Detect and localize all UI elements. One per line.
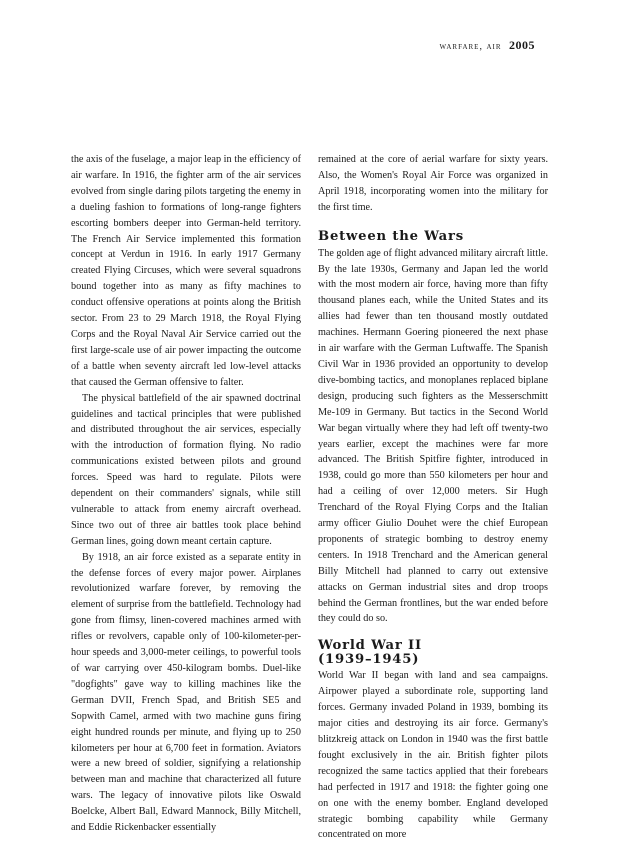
section-heading-between-the-wars: Between the Wars (318, 228, 464, 244)
running-head (440, 38, 535, 53)
body-paragraph: the axis of the fuselage, a major leap in the efficiency of air warfare. In 1916, the fighter arm of the air services evolved from single daring pilots targeting the enemy in a dueling fashion to formations of long-range fighters escorting bombers deeper into German-held territory. The French Air Service implemented this formation concept at Verdun in 1916. In early 1917 Germany created Flying Circuses, which were several squadrons bound together into as many as fifty machines to conduct offensive operations at points along the British sector. From 23 to 29 March 1918, the Royal Flying Corps and the Royal Naval Air Service carried out the first large-scale use of air power impacting the outcome of a battle when seventy aircraft led low-level attacks that caused the German offensive to falter. (71, 154, 301, 388)
left-column (71, 152, 301, 836)
body-paragraph: By 1918, an air force existed as a separate entity in the defense forces of every major power. Airplanes revolutionized warfare forever, by removing the element of surprise from the battlefield. Technology had gone from flimsy, linen-covered machines armed with rifles or revolvers, capable only of 100-kilometer-per-hour speeds and 3,000-meter ceilings, to powerful tools of war carrying over 450-kilogram bombs. Duel-like "dogfights" gave way to killing machines like the German DVII, French Spad, and British SE5 and Sopwith Camel, armed with two machine guns firing eight hundred rounds per minute, and flying up to 250 kilometers per hour at 6,700 feet in formation. Aviators were a new breed of soldier, signifying a relationship between man and machine that characterized all future wars. The legacy of innovative pilots like Oswald Boelcke, Albert Ball, Edward Mannock, Billy Mitchell, and Eddie Rickenbacker essentially (71, 551, 301, 834)
running-head-title: warfare, air (439, 41, 502, 52)
body-paragraph: remained at the core of aerial warfare for sixty years. Also, the Women's Royal Air Force was organized in April 1918, incorporating women into the military for the first time. (318, 154, 548, 213)
page-number: 2005 (509, 38, 535, 52)
right-column (318, 152, 548, 843)
body-paragraph: The golden age of flight advanced military aircraft little. By the late 1930s, Germany and Japan led the world with the most modern air force, having more than fifty thousand planes each, while the United States and its allies had fewer than ten thousand mostly outdated machines. Hermann Goering pioneered the next phase in air warfare with the German Luftwaffe. The Spanish Civil War in 1936 provided an opportunity to develop dive-bombing tactics, and monoplanes replaced biplane design, producing such fighters as the Messerschmitt Me-109 in Germany. But tactics in the Second World War began virtually where they had left off twenty-two years earlier, except the machines were far more advanced. The British Spitfire fighter, introduced in 1938, could go more than 550 kilometers per hour and had a ceiling of over 12,000 meters. Sir Hugh Trenchard of the Royal Flying Corps and the Italian army officer Giulio Douhet were the chief European proponents of strategic bombing to destroy enemy centers. In 1918 Trenchard and the American general Billy Mitchell had planned to carry out extensive attacks on German industrial sites and drop troops behind the German frontlines, but the war ended before they could do so. (318, 247, 548, 625)
body-paragraph: The physical battlefield of the air spawned doctrinal guidelines and tactical principles that were published and distributed throughout the air services, especially with the introduction of formation flying. No radio communications existed between pilots and ground forces. Speed was hard to regulate. Pilots were dependent on their commanders' signals, while still vulnerable to attack from enemy aircraft overhead. Since two out of three air battles took place behind German lines, going down meant certain capture. (71, 392, 301, 547)
heading-line: (1939–1945) (318, 652, 420, 668)
body-paragraph: World War II began with land and sea campaigns. Airpower played a subordinate role, supporting land forces. Germany invaded Poland in 1939, bombing its major cities and destroying its air force. Germany's blitzkreig attack on London in 1940 was the first battle fought exclusively in the air. British fighter pilots recognized the same tactics applied that their forebears had perfected in 1917 and 1918: the fighter going one on one with the enemy bomber. England developed strategic bombing capability while Germany concentrated on more (318, 670, 548, 841)
section-heading-world-war-ii (318, 639, 548, 667)
heading-line: World War II (318, 638, 422, 654)
